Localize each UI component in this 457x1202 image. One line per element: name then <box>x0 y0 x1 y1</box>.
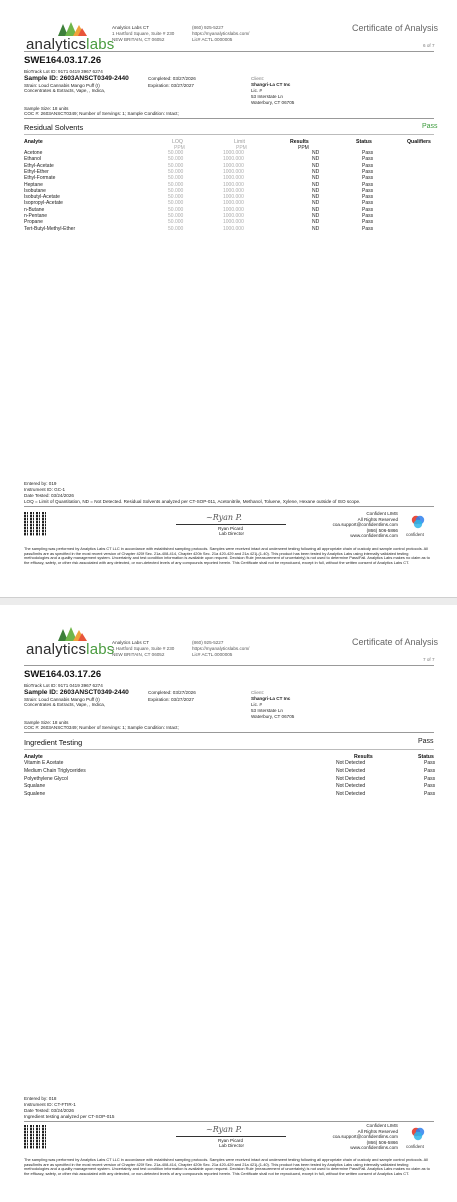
result-cell: ND <box>312 213 320 219</box>
lab-phone: (860) 925-5227 <box>192 25 224 30</box>
lab-contact-block-2 <box>192 25 249 43</box>
status-cell: Pass <box>362 162 374 169</box>
lab-url[interactable]: https://myanalyticslabs.com/ <box>192 646 250 651</box>
biotrack-lot-id: BioTrack Lot ID: 9171 0419 3967 6274 <box>24 683 103 688</box>
page-number: 7 of 7 <box>423 657 435 662</box>
col-header-limit: Limit <box>234 139 245 145</box>
status-cell: Pass <box>424 775 436 782</box>
confident-logo-icon <box>411 515 425 529</box>
result-cell: Not Detected <box>336 760 366 766</box>
footnote: Ingredient testing analyzed per CT-SOP-015 <box>24 1114 115 1119</box>
table-row <box>24 195 434 200</box>
signer-name: Ryan Picard <box>218 1138 244 1143</box>
table-row <box>24 157 434 162</box>
section-title: Ingredient Testing <box>24 738 83 747</box>
result-cell: ND <box>312 168 320 175</box>
signature-line <box>176 524 286 525</box>
loq-cell: 50.000 <box>168 225 184 232</box>
certificate-title: Certificate of Analysis <box>352 637 439 647</box>
limit-cell: 1000.000 <box>223 225 244 232</box>
table-row <box>24 183 434 188</box>
analyte-cell: Vitamin E Acetate <box>24 760 64 766</box>
result-cell: ND <box>312 156 320 163</box>
analytics-logo-text: analyticslabs <box>26 36 115 53</box>
limit-cell: 1000.000 <box>223 206 244 213</box>
col-header-analyte: Analyte <box>24 139 43 145</box>
lab-contact-block <box>112 640 174 658</box>
client-license: Lic. # <box>251 88 262 93</box>
lab-phone: (860) 925-5227 <box>192 640 224 645</box>
lab-address-2: NEW BRITAIN, CT 06052 <box>112 652 165 657</box>
completed-date: Completed: 03/27/2026 <box>148 76 196 81</box>
completed-date: Completed: 03/27/2026 <box>148 690 196 695</box>
coc-info: COC #: 2603ANSCT0349; Number of Servings: 1; Sample Condition: Intact; <box>24 111 179 116</box>
lab-address-1: 1 Hartford Square, Suite # 230 <box>112 31 175 36</box>
analyte-cell: Squalane <box>24 783 46 790</box>
table-row <box>24 784 434 789</box>
qr-code-icon[interactable] <box>24 1125 48 1149</box>
loq-cell: 50.000 <box>168 156 184 163</box>
conf-email[interactable]: coa.support@confidentlims.com <box>332 522 398 528</box>
status-cell: Pass <box>362 219 374 226</box>
client-label: Client: <box>251 690 265 695</box>
unit-loq: PPM <box>174 145 185 151</box>
date-tested: Date Tested: 03/24/2026 <box>24 493 74 498</box>
table-row <box>24 220 434 225</box>
limit-cell: 1000.000 <box>223 200 244 207</box>
result-cell: ND <box>312 162 320 169</box>
confident-brand: confident <box>406 532 424 537</box>
table-row <box>24 792 434 797</box>
entered-by: Entered by: 018 <box>24 1096 57 1101</box>
result-cell: ND <box>312 219 320 226</box>
status-cell: Pass <box>362 175 374 182</box>
client-address-1: 53 Interstate Ln <box>251 94 283 99</box>
table-row <box>24 176 434 181</box>
limit-cell: 1000.000 <box>223 175 244 182</box>
unit-limit: PPM <box>236 145 247 151</box>
signature-image: ~Ryan P. <box>206 1125 242 1134</box>
conf-line-1: Confident LIMS <box>366 511 398 516</box>
product-category: Concentrates & Extracts, Vape, , Indica, <box>24 702 106 707</box>
qr-code-icon[interactable] <box>24 512 48 536</box>
section-divider <box>24 749 434 750</box>
signer-name: Ryan Picard <box>218 526 244 531</box>
strain: Strain: Loud Cannabis Mango Puff (I) <box>24 83 100 88</box>
sample-id: Sample ID: 2603ANSCT0349-2440 <box>24 75 129 82</box>
conf-line-1: Confident LIMS <box>366 1123 398 1128</box>
entered-by: Entered by: 019 <box>24 481 57 486</box>
unit-results: PPM <box>298 145 309 151</box>
client-label: Client: <box>251 76 265 81</box>
certificate-title: Certificate of Analysis <box>352 23 439 33</box>
table-row <box>24 189 434 194</box>
conf-phone: (866) 506-5866 <box>366 1139 398 1145</box>
analyte-cell: Tert-Butyl-Methyl-Ether <box>24 225 76 232</box>
result-cell: ND <box>312 181 320 188</box>
lab-address-1: 1 Hartford Square, Suite # 230 <box>112 646 175 651</box>
section-status-badge: Pass <box>422 123 438 130</box>
col-header-analyte: Analyte <box>24 754 43 760</box>
analyte-cell: Heptane <box>24 181 43 188</box>
client-name: Shangri-La CT Inc <box>251 696 291 701</box>
conf-website[interactable]: www.confidentlims.com <box>350 1145 398 1151</box>
sample-id: Sample ID: 2603ANSCT0349-2440 <box>24 689 129 696</box>
client-address-2: Waterbury, CT 06705 <box>251 714 295 719</box>
lab-license: Lic# ACTL.0000005 <box>192 652 233 657</box>
expiration-date: Expiration: 03/27/2027 <box>148 83 194 88</box>
analyte-cell: Acetone <box>24 150 43 156</box>
sample-divider <box>24 732 434 733</box>
signer-title: Lab Director <box>219 531 245 536</box>
confident-lims-info <box>330 1123 398 1151</box>
result-cell: Not Detected <box>336 775 366 782</box>
status-cell: Pass <box>362 213 374 219</box>
table-row <box>24 208 434 213</box>
loq-cell: 50.000 <box>168 162 184 169</box>
coc-info: COC #: 2603ANSCT0349; Number of Servings: 1; Sample Condition: Intact; <box>24 725 179 730</box>
table-row <box>24 777 434 782</box>
status-cell: Pass <box>362 206 374 213</box>
limit-cell: 1000.000 <box>223 150 244 156</box>
table-row <box>24 761 434 766</box>
instrument-id: Instrument ID: GC-1 <box>24 487 66 492</box>
loq-cell: 50.000 <box>168 175 184 182</box>
limit-cell: 1000.000 <box>223 156 244 163</box>
conf-website[interactable]: www.confidentlims.com <box>350 533 398 539</box>
sample-divider <box>24 118 434 119</box>
lab-name: Analytics Labs CT <box>112 640 150 645</box>
analyte-cell: n-Butane <box>24 206 45 213</box>
col-header-results: Results <box>290 139 309 145</box>
col-header-status: Status <box>356 139 372 145</box>
analytics-logo-text: analyticslabs <box>26 641 115 658</box>
loq-cell: 50.000 <box>168 213 184 219</box>
status-cell: Pass <box>362 187 374 194</box>
coa-page-6 <box>0 0 457 597</box>
limit-cell: 1000.000 <box>223 194 244 201</box>
table-row <box>24 164 434 169</box>
analyte-cell: Isobutyl-Acetate <box>24 194 60 201</box>
lab-contact-block-2 <box>192 640 249 658</box>
status-cell: Pass <box>362 168 374 175</box>
analyte-cell: Medium Chain Triglycerides <box>24 767 86 774</box>
client-license: Lic. # <box>251 702 262 707</box>
limit-cell: 1000.000 <box>223 213 244 219</box>
limit-cell: 1000.000 <box>223 219 244 226</box>
result-cell: ND <box>312 194 320 201</box>
analyte-cell: Ethanol <box>24 156 41 163</box>
lab-name: Analytics Labs CT <box>112 25 150 30</box>
result-cell: ND <box>312 225 320 232</box>
client-name: Shangri-La CT Inc <box>251 82 291 87</box>
lab-contact-block <box>112 25 174 43</box>
status-cell: Pass <box>362 156 374 163</box>
analyte-cell: n-Pentane <box>24 213 48 219</box>
limit-cell: 1000.000 <box>223 162 244 169</box>
footnote: LOQ = Limit of Quantitation, ND = Not Detected. Residual Solvents analyzed per CT-SOP-011, Acetonitrile, Methanol, Toluene, Xylene, Hexane outside of ISO scope. <box>24 499 361 504</box>
status-cell: Pass <box>362 194 374 201</box>
signer-title: Lab Director <box>219 1143 245 1148</box>
limit-cell: 1000.000 <box>223 181 244 188</box>
section-divider <box>24 134 434 135</box>
sample-size: Sample Size: 18 units <box>24 720 69 725</box>
loq-cell: 50.000 <box>168 187 184 194</box>
footer-divider <box>24 1121 434 1122</box>
confident-lims-info <box>330 511 398 539</box>
disclaimer-text: The sampling was performed by Analytics Labs CT LLC in accordance with established sampling protocols. Samples were received intact and underwent testing following all appropriate chain of custody and sample control protocols. All pass/limits are as specified in the most recent version of Chapter 420f Sec. 21a-408-414, Chapter 420b Sec. 21a 420-429 and 21a 421j-(1-40). This product has been tested by Analytics Labs using internally validated testing methodologies and a quality management system. Uncertainty and test condition information is available upon request. Decision Rule (measurement of uncertainty) is not used to determine Pass/Fail. Analytics Labs makes no claim as to the efficacy, safety, or other risk associated with any detected, or non-detected levels of any compounds reported herein. This Certificate shall not be reproduced, except in full, without the written consent of Analytics Labs CT. <box>24 546 430 565</box>
result-cell: ND <box>312 200 320 207</box>
analyte-cell: Propane <box>24 219 43 226</box>
client-address-1: 53 Interstate Ln <box>251 708 283 713</box>
table-row <box>24 227 434 232</box>
signature-line <box>176 1136 286 1137</box>
table-row <box>24 214 434 219</box>
conf-phone: (866) 506-5866 <box>366 527 398 533</box>
status-cell: Pass <box>362 225 374 232</box>
client-address-2: Waterbury, CT 06705 <box>251 100 295 105</box>
signature-image: ~Ryan P. <box>206 513 242 522</box>
analytics-logo-mark-icon <box>58 22 88 36</box>
section-status-badge: Pass <box>418 738 434 745</box>
col-header-loq: LOQ <box>172 139 183 145</box>
col-header-qualifiers: Qualifiers <box>407 139 431 145</box>
instrument-id: Instrument ID: CT-FTIR-1 <box>24 1102 76 1107</box>
limit-cell: 1000.000 <box>223 168 244 175</box>
result-cell: Not Detected <box>336 783 366 790</box>
result-cell: ND <box>312 206 320 213</box>
confident-brand: confident <box>406 1144 424 1149</box>
analyte-cell: Isobutane <box>24 187 46 194</box>
col-header-results: Results <box>354 754 373 760</box>
lab-license: Lic# ACTL.0000005 <box>192 37 233 42</box>
result-cell: Not Detected <box>336 767 366 774</box>
loq-cell: 50.000 <box>168 219 184 226</box>
sample-code: SWE164.03.17.26 <box>24 669 102 680</box>
confident-logo-icon <box>411 1127 425 1141</box>
analyte-cell: Isopropyl-Acetate <box>24 200 63 207</box>
status-cell: Pass <box>362 150 374 156</box>
page-number: 6 of 7 <box>423 43 435 48</box>
conf-email[interactable]: coa.support@confidentlims.com <box>332 1134 398 1140</box>
loq-cell: 50.000 <box>168 194 184 201</box>
analyte-cell: Squalene <box>24 791 46 798</box>
status-cell: Pass <box>424 791 436 798</box>
result-cell: ND <box>312 150 320 156</box>
loq-cell: 50.000 <box>168 200 184 207</box>
status-cell: Pass <box>362 200 374 207</box>
status-cell: Pass <box>424 760 436 766</box>
analyte-cell: Ethyl-Formate <box>24 175 56 182</box>
analyte-cell: Ethyl-Ether <box>24 168 49 175</box>
coa-page-7 <box>0 605 457 1202</box>
loq-cell: 50.000 <box>168 150 184 156</box>
conf-line-2: All Rights Reserved <box>357 516 398 522</box>
header-divider <box>24 665 434 666</box>
analyte-cell: Polyethylene Glycol <box>24 775 68 782</box>
sample-size: Sample Size: 18 units <box>24 106 69 111</box>
loq-cell: 50.000 <box>168 206 184 213</box>
table-row <box>24 151 434 156</box>
product-category: Concentrates & Extracts, Vape, , Indica, <box>24 88 106 93</box>
status-cell: Pass <box>424 783 436 790</box>
footer-divider <box>24 506 434 507</box>
section-title: Residual Solvents <box>24 123 84 132</box>
limit-cell: 1000.000 <box>223 187 244 194</box>
strain: Strain: Loud Cannabis Mango Puff (I) <box>24 697 100 702</box>
lab-url[interactable]: https://myanalyticslabs.com/ <box>192 31 250 36</box>
result-cell: ND <box>312 175 320 182</box>
table-row <box>24 201 434 206</box>
col-header-status: Status <box>418 754 434 760</box>
sample-code: SWE164.03.17.26 <box>24 55 102 66</box>
disclaimer-text: The sampling was performed by Analytics Labs CT LLC in accordance with established sampling protocols. Samples were received intact and underwent testing following all appropriate chain of custody and sample control protocols. All pass/limits are as specified in the most recent version of Chapter 420f Sec. 21a-408-414, Chapter 420b Sec. 21a 420-429 and 21a 421j-(1-40). This product has been tested by Analytics Labs using internally validated testing methodologies and a quality management system. Uncertainty and test condition information is available upon request. Decision Rule (measurement of uncertainty) is not used to determine Pass/Fail. Analytics Labs makes no claim as to the efficacy, safety, or other risk associated with any detected, or non-detected levels of any compounds reported herein. This Certificate shall not be reproduced, except in full, without the written consent of Analytics Labs CT. <box>24 1157 430 1176</box>
conf-line-2: All Rights Reserved <box>357 1128 398 1134</box>
loq-cell: 50.000 <box>168 181 184 188</box>
loq-cell: 50.000 <box>168 168 184 175</box>
expiration-date: Expiration: 03/27/2027 <box>148 697 194 702</box>
lab-address-2: NEW BRITAIN, CT 06052 <box>112 37 165 42</box>
result-cell: Not Detected <box>336 791 366 798</box>
table-row <box>24 769 434 774</box>
header-divider <box>24 51 434 52</box>
status-cell: Pass <box>362 181 374 188</box>
table-row <box>24 170 434 175</box>
biotrack-lot-id: BioTrack Lot ID: 9171 0419 3967 6274 <box>24 69 103 74</box>
date-tested: Date Tested: 03/24/2026 <box>24 1108 74 1113</box>
result-cell: ND <box>312 187 320 194</box>
status-cell: Pass <box>424 767 436 774</box>
analyte-cell: Ethyl-Acetate <box>24 162 54 169</box>
analytics-logo-mark-icon <box>58 627 88 641</box>
